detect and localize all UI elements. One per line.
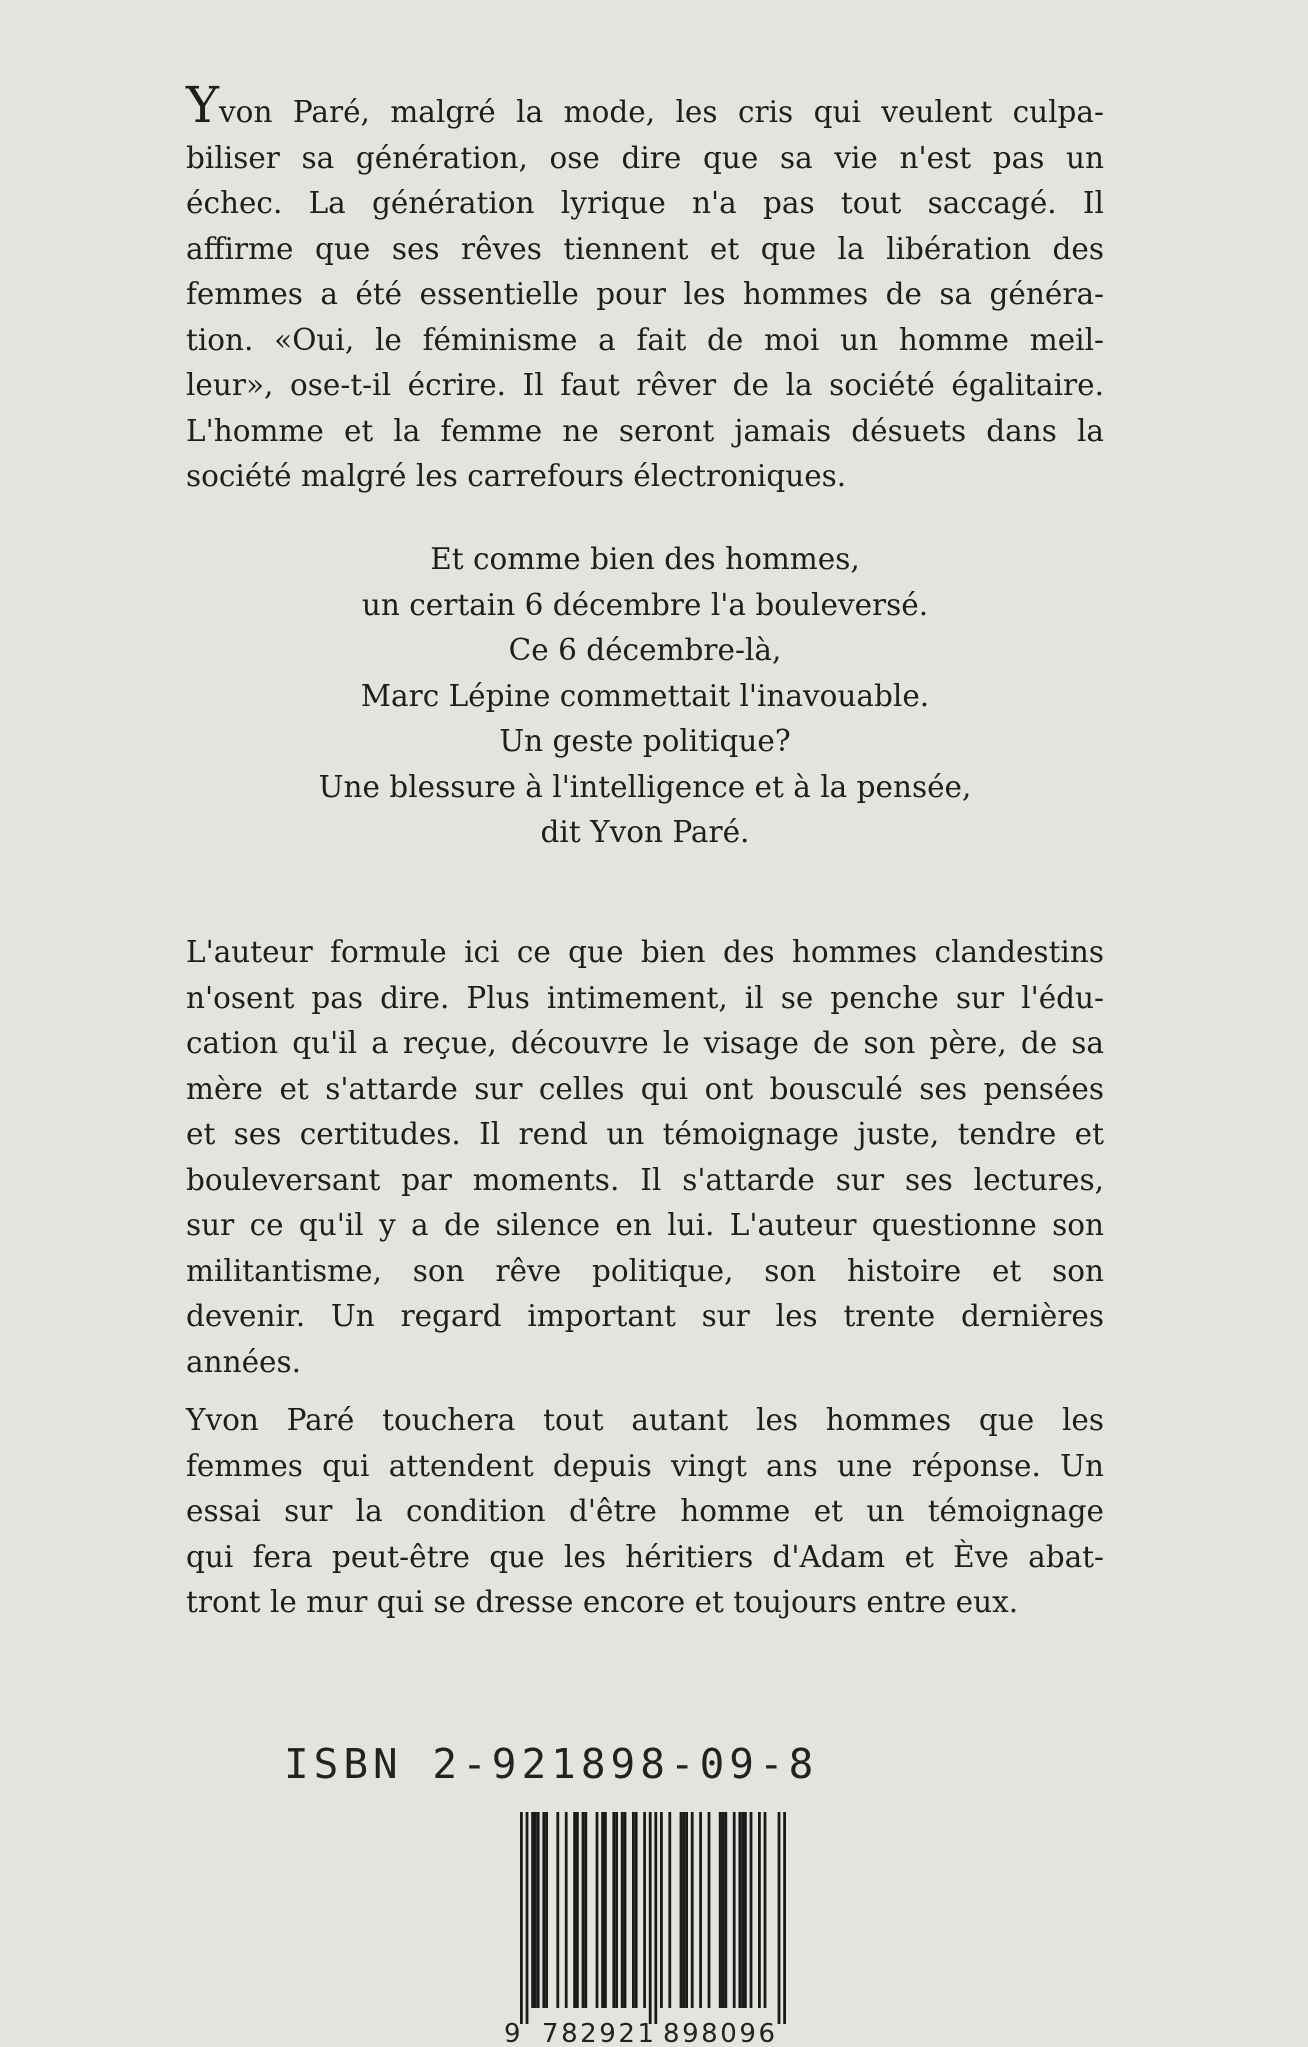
paragraph-intro bbox=[186, 76, 1104, 500]
quote-line: Une blessure à l'intelligence et à la pensée, bbox=[318, 769, 972, 804]
barcode-bar bbox=[612, 1812, 615, 2008]
barcode-bar bbox=[526, 1812, 529, 2024]
text-line: et ses certitudes. Il rend un témoignage juste, tendre et bbox=[186, 1117, 1104, 1151]
text-line: essai sur la condition d'être homme et un témoignage bbox=[186, 1494, 1104, 1528]
text-line: sur ce qu'il y a de silence en lui. L'auteur questionne son bbox=[186, 1208, 1104, 1242]
quote-line: dit Yvon Paré. bbox=[540, 815, 750, 849]
barcode-bar bbox=[660, 1812, 663, 2008]
barcode-bar bbox=[750, 1812, 753, 2008]
barcode-first-digit: 9 bbox=[504, 2019, 521, 2047]
barcode-bar bbox=[744, 1812, 747, 2008]
barcode-right-digits: 898096 bbox=[663, 2019, 775, 2047]
text-line: affirme que ses rêves tiennent et que la libération des bbox=[186, 231, 1104, 266]
text-line: devenir. Un regard important sur les trente dernières bbox=[186, 1299, 1104, 1333]
barcode-bar bbox=[520, 1812, 523, 2024]
barcode-bar bbox=[741, 1812, 744, 2008]
text-line: femmes qui attendent depuis vingt ans une réponse. Un bbox=[186, 1448, 1104, 1483]
text-line: échec. La génération lyrique n'a pas tout saccagé. Il bbox=[186, 186, 1104, 220]
centered-quote bbox=[186, 537, 1104, 856]
text-line-content: von Paré, malgré la mode, les cris qui veulent culpa- bbox=[219, 95, 1104, 129]
drop-cap: Y bbox=[186, 76, 220, 134]
barcode-bar bbox=[545, 1812, 548, 2008]
barcode-bar bbox=[643, 1812, 646, 2008]
text-line: qui fera peut-être que les héritiers d'Adam et Ève abat- bbox=[186, 1539, 1104, 1574]
quote-line: Marc Lépine commettait l'inavouable. bbox=[360, 678, 930, 713]
text-line: cation qu'il a reçue, découvre le visage de son père, de sa bbox=[186, 1026, 1104, 1060]
barcode-bar bbox=[584, 1812, 587, 2008]
isbn-label: ISBN 2-921898-09-8 bbox=[284, 1740, 819, 1788]
barcode-bar bbox=[738, 1812, 741, 2008]
text-line: biliser sa génération, ose dire que sa vie n'est pas un bbox=[186, 140, 1104, 175]
barcode-bar bbox=[576, 1812, 579, 2008]
quote-line: Un geste politique? bbox=[499, 724, 791, 758]
barcode-bar bbox=[719, 1812, 722, 2008]
text-line: années. bbox=[186, 1344, 302, 1379]
barcode-bar bbox=[708, 1812, 711, 2008]
barcode-bar bbox=[537, 1812, 540, 2008]
barcode-bar bbox=[680, 1812, 683, 2008]
barcode-bar bbox=[758, 1812, 761, 2008]
text-line: n'osent pas dire. Plus intimement, il se penche sur l'édu- bbox=[186, 980, 1104, 1015]
barcode bbox=[500, 1812, 790, 2047]
barcode-bar bbox=[722, 1812, 725, 2008]
barcode-bar bbox=[573, 1812, 576, 2008]
barcode-bar bbox=[596, 1812, 599, 2008]
paragraph-closing bbox=[186, 1398, 1104, 1626]
text-line bbox=[186, 76, 1104, 136]
quote-line: Et comme bien des hommes, bbox=[430, 542, 860, 576]
quote-line: un certain 6 décembre l'a bouleversé. bbox=[361, 587, 929, 622]
barcode-bar bbox=[632, 1812, 635, 2008]
barcode-bar bbox=[624, 1812, 627, 2008]
barcode-bar bbox=[783, 1812, 786, 2024]
text-line: femmes a été essentielle pour les hommes de sa généra- bbox=[186, 277, 1104, 311]
barcode-bar bbox=[556, 1812, 559, 2008]
barcode-bar bbox=[764, 1812, 767, 2008]
text-line: mère et s'attarde sur celles qui ont bousculé ses pensées bbox=[186, 1071, 1104, 1106]
barcode-bar bbox=[565, 1812, 568, 2008]
paragraph-author bbox=[186, 930, 1104, 1385]
barcode-bar bbox=[724, 1812, 727, 2008]
barcode-bar bbox=[604, 1812, 607, 2008]
barcode-left-digits: 782921 bbox=[542, 2019, 654, 2047]
quote-line: Ce 6 décembre-là, bbox=[508, 633, 782, 667]
barcode-bar bbox=[542, 1812, 545, 2008]
barcode-bar bbox=[685, 1812, 688, 2008]
text-line: militantisme, son rêve politique, son histoire et son bbox=[186, 1253, 1104, 1288]
text-line: société malgré les carrefours électroniques. bbox=[186, 459, 847, 493]
barcode-bar bbox=[601, 1812, 604, 2008]
barcode-bar bbox=[635, 1812, 638, 2008]
text-line: tion. «Oui, le féminisme a fait de moi un homme meil- bbox=[186, 322, 1104, 357]
barcode-bar bbox=[733, 1812, 736, 2008]
text-line: L'auteur formule ici ce que bien des hommes clandestins bbox=[186, 935, 1104, 969]
barcode-bar bbox=[621, 1812, 624, 2008]
barcode-bar bbox=[649, 1812, 652, 2024]
barcode-bar bbox=[582, 1812, 585, 2008]
barcode-bar bbox=[668, 1812, 671, 2008]
barcode-bar bbox=[699, 1812, 702, 2008]
text-line: Yvon Paré touchera tout autant les hommes que les bbox=[186, 1403, 1104, 1437]
text-line: bouleversant par moments. Il s'attarde sur ses lectures, bbox=[186, 1162, 1104, 1197]
text-line: tront le mur qui se dresse encore et toujours entre eux. bbox=[186, 1585, 1019, 1619]
barcode-bar bbox=[691, 1812, 694, 2008]
barcode-bar bbox=[654, 1812, 657, 2024]
text-line: leur», ose-t-il écrire. Il faut rêver de la société égalitaire. bbox=[186, 368, 1104, 402]
barcode-bar bbox=[778, 1812, 781, 2024]
barcode-bar bbox=[534, 1812, 537, 2008]
barcode-bar bbox=[615, 1812, 618, 2008]
text-line: L'homme et la femme ne seront jamais désuets dans la bbox=[186, 413, 1104, 448]
barcode-bar bbox=[682, 1812, 685, 2008]
barcode-bar bbox=[531, 1812, 534, 2008]
